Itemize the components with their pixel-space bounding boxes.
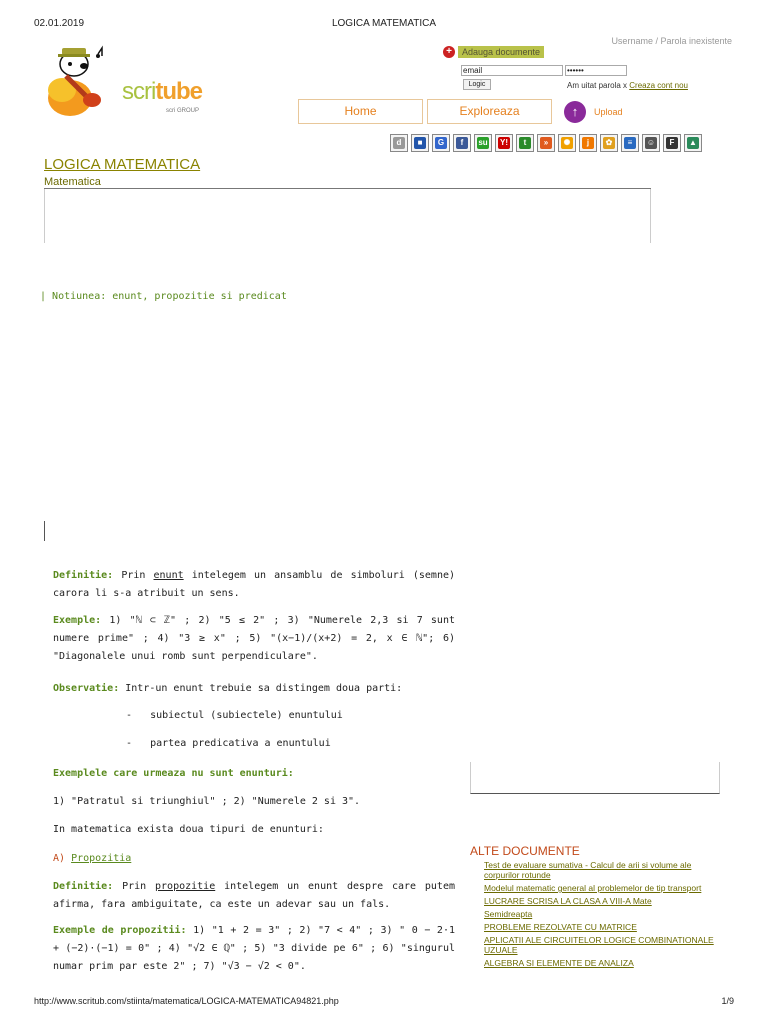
related-documents-title: ALTE DOCUMENTE	[470, 844, 580, 858]
document-category[interactable]: Matematica	[44, 176, 101, 188]
related-document-link[interactable]: LUCRARE SCRISA LA CLASA A VIII-A Mate	[484, 896, 652, 906]
logo-wordmark: scritube	[122, 78, 202, 105]
observation: Observatie: Intr-un enunt trebuie sa distingem doua parti:	[53, 683, 403, 694]
technorati-icon[interactable]: t	[516, 134, 534, 152]
related-document-link[interactable]: APLICATII ALE CIRCUITELOR LOGICE COMBINATIONALE UZUALE	[484, 935, 714, 955]
add-document-button[interactable]	[443, 46, 544, 58]
definition-enunt: Definitie: Prin enunt intelegem un ansamblu de simboluri (semne) carora li s-a atribuit un sens.	[53, 570, 455, 599]
subsection-propozitia: A) Propozitia	[53, 853, 132, 864]
print-date: 02.01.2019	[34, 18, 85, 29]
forgot-password-link[interactable]: Am uitat parola x	[567, 81, 628, 90]
list-item: - subiectul (subiectele) enuntului	[126, 710, 343, 721]
examples-propozitii: Exemple de propozitii: 1) "1 + 2 = 3" ; 2) "7 < 4" ; 3) " 0 − 2·1 + (−2)·(−1) = 0" ; 4) "√2 ∈ ℚ" ; 5) "3 divide pe 6" ; 6) "singurul numar prim par este 2" ; 7) "√3 − √2 < 0".	[53, 925, 455, 972]
site-logo[interactable]	[40, 40, 220, 120]
print-url: http://www.scritub.com/stiinta/matematica/LOGICA-MATEMATICA94821.php	[34, 996, 339, 1006]
section-heading: | Notiunea: enunt, propozitie si predicat	[40, 291, 287, 302]
mixx-icon[interactable]: ✿	[600, 134, 618, 152]
divider-mark	[44, 521, 45, 541]
account-links	[567, 81, 688, 90]
print-page-number: 1/9	[721, 996, 734, 1006]
related-document-link[interactable]: Semidreapta	[484, 909, 533, 919]
document-title[interactable]: LOGICA MATEMATICA	[44, 156, 201, 173]
login-button[interactable]: Logic	[463, 79, 491, 90]
add-document-label: Adauga documente	[458, 46, 544, 58]
email-field[interactable]: email	[461, 65, 563, 76]
delicious-icon[interactable]: ■	[411, 134, 429, 152]
ad-frame-right	[650, 189, 651, 243]
related-documents-list	[484, 860, 724, 971]
sidebar-ad-frame	[470, 762, 720, 794]
two-types-sentence: In matematica exista doua tipuri de enunturi:	[53, 824, 324, 835]
linkagogo-icon[interactable]: ≡	[621, 134, 639, 152]
login-error-message: Username / Parola inexistente	[611, 36, 732, 46]
content-divider	[44, 188, 651, 189]
blogmarks-icon[interactable]: j	[579, 134, 597, 152]
print-page-title: LOGICA MATEMATICA	[331, 18, 437, 29]
list-item: - partea predicativa a enuntului	[126, 738, 331, 749]
furl-icon[interactable]: F	[663, 134, 681, 152]
create-account-link[interactable]: Creaza cont nou	[629, 81, 688, 90]
upload-link[interactable]: Upload	[594, 107, 623, 117]
related-document-link[interactable]: ALGEBRA SI ELEMENTE DE ANALIZA	[484, 958, 634, 968]
facebook-icon[interactable]: f	[453, 134, 471, 152]
google-bookmark-icon[interactable]: G	[432, 134, 450, 152]
dog-guitar-mascot-icon	[40, 40, 120, 120]
yahoo-icon[interactable]: Y!	[495, 134, 513, 152]
plus-icon: +	[443, 46, 455, 58]
non-examples-label: Exemplele care urmeaza nu sunt enunturi:	[53, 768, 294, 779]
feed-icon[interactable]: »	[537, 134, 555, 152]
ad-frame-left	[44, 189, 45, 243]
sun-icon[interactable]: ✺	[558, 134, 576, 152]
social-share-bar	[390, 134, 702, 152]
related-document-link[interactable]: Modelul matematic general al problemelor de tip transport	[484, 883, 702, 893]
definition-propozitie: Definitie: Prin propozitie intelegem un enunt despre care putem afirma, fara ambiguitate, ca este un adevar sau un fals.	[53, 881, 455, 910]
examples-enunt: Exemple: 1) "ℕ ⊂ ℤ" ; 2) "5 ≤ 2" ; 3) "Numerele 2,3 si 7 sunt numere prime" ; 4) "3 ≥ x" ; 5) "(x−1)/(x+2) = 2, x ∈ ℕ"; 6) "Diagonalele unui romb sunt perpendiculare".	[53, 615, 455, 662]
related-document-link[interactable]: PROBLEME REZOLVATE CU MATRICE	[484, 922, 637, 932]
magnolia-icon[interactable]: ▲	[684, 134, 702, 152]
nav-home-button[interactable]: Home	[298, 99, 423, 124]
stumbleupon-icon[interactable]: su	[474, 134, 492, 152]
upload-icon[interactable]: ↑	[564, 101, 586, 123]
related-document-link[interactable]: Test de evaluare sumativa - Calcul de arii si volume ale corpurilor rotunde	[484, 860, 692, 880]
nav-explore-button[interactable]: Exploreaza	[427, 99, 552, 124]
reddit-icon[interactable]: ☺	[642, 134, 660, 152]
logo-subtitle: scri GROUP	[166, 108, 199, 114]
password-field[interactable]: ••••••	[565, 65, 627, 76]
non-examples: 1) "Patratul si triunghiul" ; 2) "Numerele 2 si 3".	[53, 796, 361, 807]
digg-icon[interactable]: d	[390, 134, 408, 152]
